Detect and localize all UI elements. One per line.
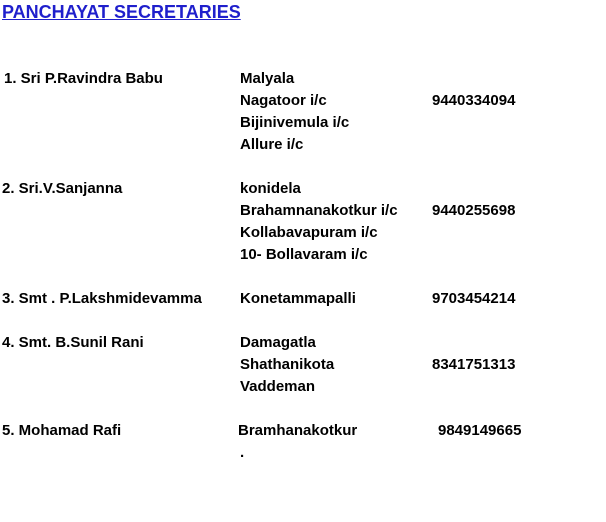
village-name: Bijinivemula i/c bbox=[240, 114, 350, 131]
secretary-name: 1. Sri P.Ravindra Babu bbox=[4, 70, 163, 87]
secretary-name: 5. Mohamad Rafi bbox=[2, 422, 122, 439]
village-name: Shathanikota bbox=[240, 356, 335, 373]
phone-number: 9849149665 bbox=[438, 422, 522, 439]
village-name: Allure i/c bbox=[240, 136, 304, 153]
phone-number: 8341751313 bbox=[432, 356, 516, 373]
village-name: . bbox=[240, 444, 245, 461]
village-name: Konetammapalli bbox=[240, 290, 356, 307]
secretary-name: 4. Smt. B.Sunil Rani bbox=[2, 334, 144, 351]
village-name: Vaddeman bbox=[240, 378, 316, 395]
village-name: Nagatoor i/c bbox=[240, 92, 327, 109]
village-name: Malyala bbox=[240, 70, 295, 87]
phone-number: 9440334094 bbox=[432, 92, 516, 109]
secretary-name: 2. Sri.V.Sanjanna bbox=[2, 180, 123, 197]
village-name: Brahamnanakotkur i/c bbox=[240, 202, 398, 219]
page-title: PANCHAYAT SECRETARIES bbox=[2, 2, 241, 22]
village-name: Bramhanakotkur bbox=[238, 422, 358, 439]
phone-number: 9703454214 bbox=[432, 290, 516, 307]
village-name: Damagatla bbox=[240, 334, 316, 351]
village-name: Kollabavapuram i/c bbox=[240, 224, 378, 241]
village-name: 10- Bollavaram i/c bbox=[240, 246, 368, 263]
secretary-name: 3. Smt . P.Lakshmidevamma bbox=[2, 290, 202, 307]
village-name: konidela bbox=[240, 180, 301, 197]
phone-number: 9440255698 bbox=[432, 202, 516, 219]
